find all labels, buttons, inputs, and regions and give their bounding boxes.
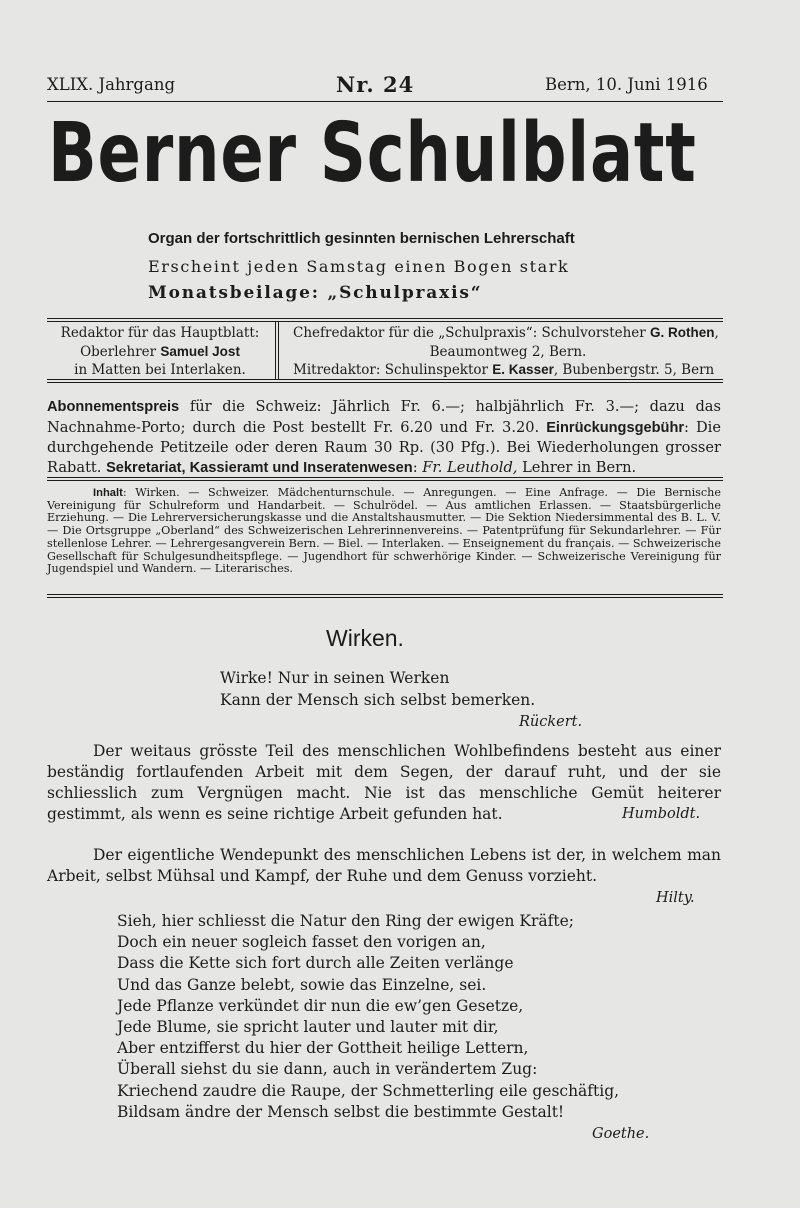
rule: [47, 321, 723, 322]
article-heading: Wirken.: [326, 625, 404, 651]
poem-line: Kriechend zaudre die Raupe, der Schmetterling eile geschäftig,: [117, 1081, 620, 1100]
main-editor-prefix: Oberlehrer: [80, 343, 161, 360]
poem-line: Sieh, hier schliesst die Natur den Ring der ewigen Kräfte;: [117, 912, 575, 930]
main-editor-place: in Matten bei Interlaken.: [74, 362, 246, 378]
masthead-rule: [47, 101, 723, 102]
poem-line: Und das Ganze belebt, sowie das Einzelne, sei.: [117, 975, 487, 994]
rule: [47, 597, 723, 598]
issue-number: Nr. 24: [336, 72, 415, 97]
contents-block: [47, 487, 721, 576]
contents-label: Inhalt: [93, 487, 123, 499]
page-title: Berner Schulblatt: [48, 106, 697, 201]
ads-label: Einrückungsgebühr: [546, 419, 685, 436]
main-editor-block: [47, 324, 273, 380]
office-contact: Fr. Leuthold,: [422, 458, 518, 476]
chief-editor-name: G. Rothen: [650, 325, 715, 340]
subscription-text: für die Schweiz: Jährlich Fr. 6.—; halbjährlich Fr. 3.—; dazu das Nachnahme-Porto; durch die Post bestellt Fr. 6.20 und Fr. 3.20.: [47, 398, 721, 436]
column-divider: [278, 321, 279, 379]
place-date: Bern, 10. Juni 1916: [545, 75, 708, 94]
poem-line: Bildsam ändre der Mensch selbst die bestimmte Gestalt!: [117, 1102, 565, 1121]
subtitle: Organ der fortschrittlich gesinnten bernischen Lehrerschaft: [148, 230, 575, 247]
poem-line: Jede Pflanze verkündet dir nun die ew’gen Gesetze,: [117, 996, 524, 1015]
quote-hilty-author: Hilty.: [656, 890, 695, 906]
main-editor-name: Samuel Jost: [160, 343, 240, 359]
poem-line: Jede Blume, sie spricht lauter und lauter mit dir,: [117, 1018, 499, 1037]
motto-line: Wirke! Nur in seinen Werken: [220, 669, 450, 687]
rule: [47, 382, 723, 383]
chief-editor-label: Chefredaktor für die „Schulpraxis“: Schulvorsteher: [293, 325, 651, 341]
column-divider: [275, 321, 276, 379]
main-editor-label: Redaktor für das Hauptblatt:: [60, 325, 260, 341]
poem-author: Goethe.: [592, 1126, 650, 1142]
motto-author: Rückert.: [519, 714, 583, 730]
ads-text: : Die durchgehende Petitzeile oder deren Raum 30 Rp. (30 Pfg.). Bei Wiederholungen grosser Rabatt.: [47, 418, 721, 476]
poem-line: Doch ein neuer sogleich fasset den vorigen an,: [117, 933, 486, 952]
quote-humboldt: Der weitaus grösste Teil des menschlichen Wohlbefindens besteht aus einer beständig fortlaufenden Arbeit mit dem Segen, der darauf ruht, und der sie schliesslich zum Vergnügen macht. Nie ist das menschliche Gemüt heiterer gestimmt, als wenn es seine richtige Arbeit gefunden hat.: [47, 742, 721, 823]
frequency: Erscheint jeden Samstag einen Bogen stark: [148, 257, 570, 276]
rule: [47, 594, 723, 595]
quote-hilty: Der eigentliche Wendepunkt des menschlichen Lebens ist der, in welchem man Arbeit, selbst Mühsal und Kampf, der Ruhe und dem Genuss vorzieht.: [47, 846, 721, 885]
poem: [117, 911, 619, 1123]
office-text: Lehrer in Bern.: [517, 458, 637, 476]
rule: [47, 379, 723, 380]
rule: [47, 477, 723, 478]
motto-line: Kann der Mensch sich selbst bemerken.: [220, 691, 536, 709]
subscription-block: [47, 397, 721, 478]
quote-humboldt-author: Humboldt.: [622, 806, 701, 822]
co-editor-name: E. Kasser: [492, 362, 554, 377]
rule: [47, 480, 723, 481]
supplement: Monatsbeilage: „Schulpraxis“: [148, 283, 483, 303]
chief-editor-address: Beaumontweg 2, Bern.: [429, 343, 587, 360]
poem-line: Überall siehst du sie dann, auch in verändertem Zug:: [117, 1060, 538, 1079]
poem-line: Aber entzifferst du hier der Gottheit heilige Lettern,: [117, 1039, 529, 1058]
rule: [47, 318, 723, 319]
poem-line: Dass die Kette sich fort durch alle Zeiten verlänge: [117, 954, 514, 973]
co-editor-label: Mitredaktor: Schulinspektor: [293, 362, 493, 378]
subscription-label: Abonnementspreis: [47, 399, 180, 415]
office-label: Sekretariat, Kassieramt und Inseratenwesen: [106, 459, 413, 476]
volume-label: XLIX. Jahrgang: [47, 75, 176, 94]
co-editor-address: , Bubenbergstr. 5, Bern: [553, 362, 715, 378]
chief-editor-block: Chefredaktor für die „Schulpraxis“: Schulvorsteher G. Rothen, Beaumontweg 2, Bern. Mitredaktor: Schulinspektor E. Kasser, Bubenbergstr. 5, Bern: [293, 324, 723, 380]
office-separator: :: [412, 458, 423, 476]
contents-text: : Wirken. — Schweizer. Mädchenturnschule. — Anregungen. — Eine Anfrage. — Die Bernische Vereinigung für Schulreform und Handarbeit. — Schulrödel. — Aus amtlichen Erlassen. — Staatsbürgerliche Erziehung. — Die Lehrerversicherungskasse und die Anstaltshausmutter. — Die Sektion Niedersimmental des B. L. V. — Die Ortsgruppe „Oberland“ des Schweizerischen Lehrerinnenvereins. — Patentprüfung für Sekundarlehrer. — Für stellenlose Lehrer. — Lehrergesangverein Bern. — Biel. — Interlaken. — Enseignement du français. — Schweizerische Gesellschaft für Schulgesundheitspflege. — Jugendhort für schwerhörige Kinder. — Schweizerische Vereinigung für Jugendspiel und Wandern. — Literarisches.: [47, 486, 721, 576]
